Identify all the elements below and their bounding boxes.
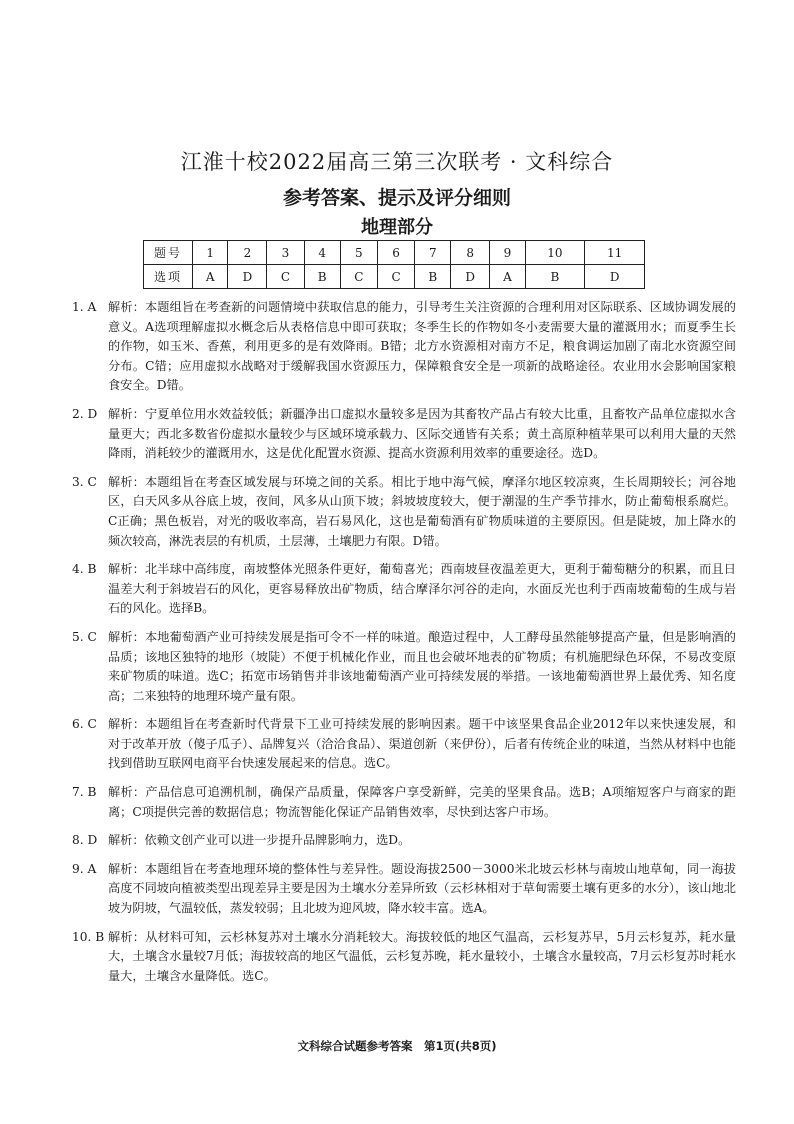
question-number: 2	[228, 241, 267, 265]
item-text: 解析：本题组旨在考查地理环境的整体性与差异性。题设海拔2500－3000米北坡云杉林与南坡山地草甸，同一海拔高度不同坡向植被类型出现差异主要是因为土壤水分差异所致（云杉林相对于草甸需要土壤有更多的水分），该山地北坡为阴坡，气温较低，蒸发较弱；且北坡为迎风坡，降水较丰富。选A。	[108, 861, 736, 916]
item-number: 5. C	[72, 629, 97, 644]
explanation-item	[72, 928, 736, 987]
item-text: 解析：依赖文创产业可以进一步提升品牌影响力，选D。	[108, 833, 411, 848]
explanation-item	[72, 298, 736, 396]
question-number: 6	[377, 241, 414, 265]
item-number: 9. A	[72, 861, 97, 876]
question-number: 7	[415, 241, 451, 265]
item-number: 4. B	[72, 562, 97, 577]
answer-option: B	[415, 265, 451, 289]
item-number: 3. C	[72, 474, 97, 489]
question-number: 3	[267, 241, 304, 265]
item-number: 2. D	[72, 406, 98, 421]
item-text: 解析：从材料可知，云杉林复苏对土壤水分消耗较大。海拔较低的地区气温高，云杉复苏早，5月云杉复苏，耗水量大，土壤含水量较7月低；海拔较高的地区气温低，云杉复苏晚，耗水量较小，土壤含水量较高，7月云杉复苏时耗水量大，土壤含水量降低。选C。	[108, 929, 736, 983]
answer-option: D	[585, 265, 645, 289]
exam-title: 江淮十校2022届高三第三次联考 · 文科综合	[180, 150, 614, 174]
answer-option-row	[144, 265, 645, 289]
section-title: 地理部分	[361, 217, 433, 238]
explanation-item	[72, 628, 736, 706]
answer-option: B	[525, 265, 585, 289]
item-text: 解析：北半球中高纬度，南坡整体光照条件更好，葡萄喜光；西南坡昼夜温差更大，更利于葡萄糖分的积累，而且日温差大利于斜坡岩石的风化，更容易释放出矿物质，结合摩泽尔河谷的走向，水面反光也利于西南坡葡萄的生成与岩石的风化。选择B。	[108, 562, 736, 616]
answer-option: A	[193, 265, 228, 289]
question-number-row	[144, 241, 645, 265]
question-number: 10	[525, 241, 585, 265]
question-number: 5	[340, 241, 377, 265]
explanation-item	[72, 831, 736, 851]
item-text: 解析：本地葡萄酒产业可持续发展是指可令不一样的味道。酿造过程中，人工酵母虽然能够提高产量，但是影响酒的品质；该地区独特的地形（坡陡）不便于机械化作业，而且也会破坏地表的矿物质；有机施肥绿色环保，不易改变原来矿物质的味道。选C；拓宽市场销售并非该地葡萄酒产业可持续发展的举措。一该地葡萄酒世界上最优秀、知名度高；二来独特的地理环境产量有限。	[108, 629, 736, 703]
explanation-list	[72, 298, 736, 986]
question-number: 4	[304, 241, 340, 265]
item-number: 1. A	[72, 300, 97, 314]
explanation-item	[72, 405, 736, 464]
row-label-option: 选项	[144, 265, 193, 289]
answer-option: D	[451, 265, 490, 289]
row-label-number: 题号	[144, 241, 193, 265]
page-footer: 文科综合试题参考答案 第1页(共8页)	[297, 1039, 497, 1053]
answer-option: C	[267, 265, 304, 289]
item-number: 8. D	[72, 833, 98, 848]
answer-table	[143, 240, 645, 289]
explanation-item	[72, 715, 736, 774]
item-text: 解析：宁夏单位用水效益较低；新疆净出口虚拟水量较多是因为其畜牧产品占有较大比重，且畜牧产品单位虚拟水含量更大；西北多数省份虚拟水量较少与区域环境承载力、区际交通皆有关系；黄土高原种植苹果可以利用大量的天然降雨，消耗较少的灌溉用水，这是优化配置水资源、提高水资源利用效率的重要途径。选D。	[108, 406, 736, 461]
question-number: 9	[490, 241, 525, 265]
explanation-item	[72, 560, 736, 619]
answer-option: B	[304, 265, 340, 289]
item-number: 10. B	[72, 929, 105, 944]
item-number: 6. C	[72, 717, 97, 732]
item-number: 7. B	[72, 785, 97, 800]
question-number: 8	[451, 241, 490, 265]
item-text: 解析：本题组旨在考查新时代背景下工业可持续发展的影响因素。题干中该坚果食品企业2012年以来快速发展，和对于改革开放（傻子瓜子）、品牌复兴（洽洽食品）、渠道创新（来伊份），后者有传统企业的味道，当然从材料中也能找到借助互联网电商平台快速发展起来的信息。选C。	[108, 717, 736, 771]
item-text: 解析：产品信息可追溯机制，确保产品质量，保障客户享受新鲜，完美的坚果食品。选B；A项缩短客户与商家的距离；C项提供完善的数据信息；物流智能化保证产品销售效率，尽快到达客户市场。	[108, 785, 736, 819]
answer-option: C	[340, 265, 377, 289]
answer-subtitle: 参考答案、提示及评分细则	[282, 187, 511, 209]
explanation-item	[72, 473, 736, 551]
item-text: 解析：本题组旨在考查新的问题情境中获取信息的能力，引导考生关注资源的合理利用对区际联系、区域协调发展的意义。A选项理解虚拟水概念后从表格信息中即可获取；冬季生长的作物如冬小麦需要大量的灌溉用水；而夏季生长的作物，如玉米、香蕉，利用更多的是有效降雨。B错；北方水资源相对南方不足，粮食调运加剧了南北水资源空间分布。C错；应用虚拟水战略对于缓解我国水资源压力，保障粮食安全是一项新的战略途径。农业用水会影响国家粮食安全。D错。	[108, 300, 736, 393]
answer-option: C	[377, 265, 414, 289]
question-number: 1	[193, 241, 228, 265]
answer-option: A	[490, 265, 525, 289]
explanation-item	[72, 783, 736, 822]
item-text: 解析：本题组旨在考查区域发展与环境之间的关系。相比于地中海气候，摩泽尔地区较凉爽，生长周期较长；河谷地区，白天风多从谷底上坡，夜间，风多从山顶下坡；斜坡坡度较大，便于潮湿的生产季节排水，防止葡萄根系腐烂。C正确；黑色板岩，对光的吸收率高，岩石易风化，这也是葡萄酒有矿物质味道的主要原因。但是陡坡，加上降水的频次较高，淋洗表层的有机质，土层薄，土壤肥力有限。D错。	[108, 474, 736, 548]
answer-option: D	[228, 265, 267, 289]
question-number: 11	[585, 241, 645, 265]
explanation-item	[72, 860, 736, 919]
